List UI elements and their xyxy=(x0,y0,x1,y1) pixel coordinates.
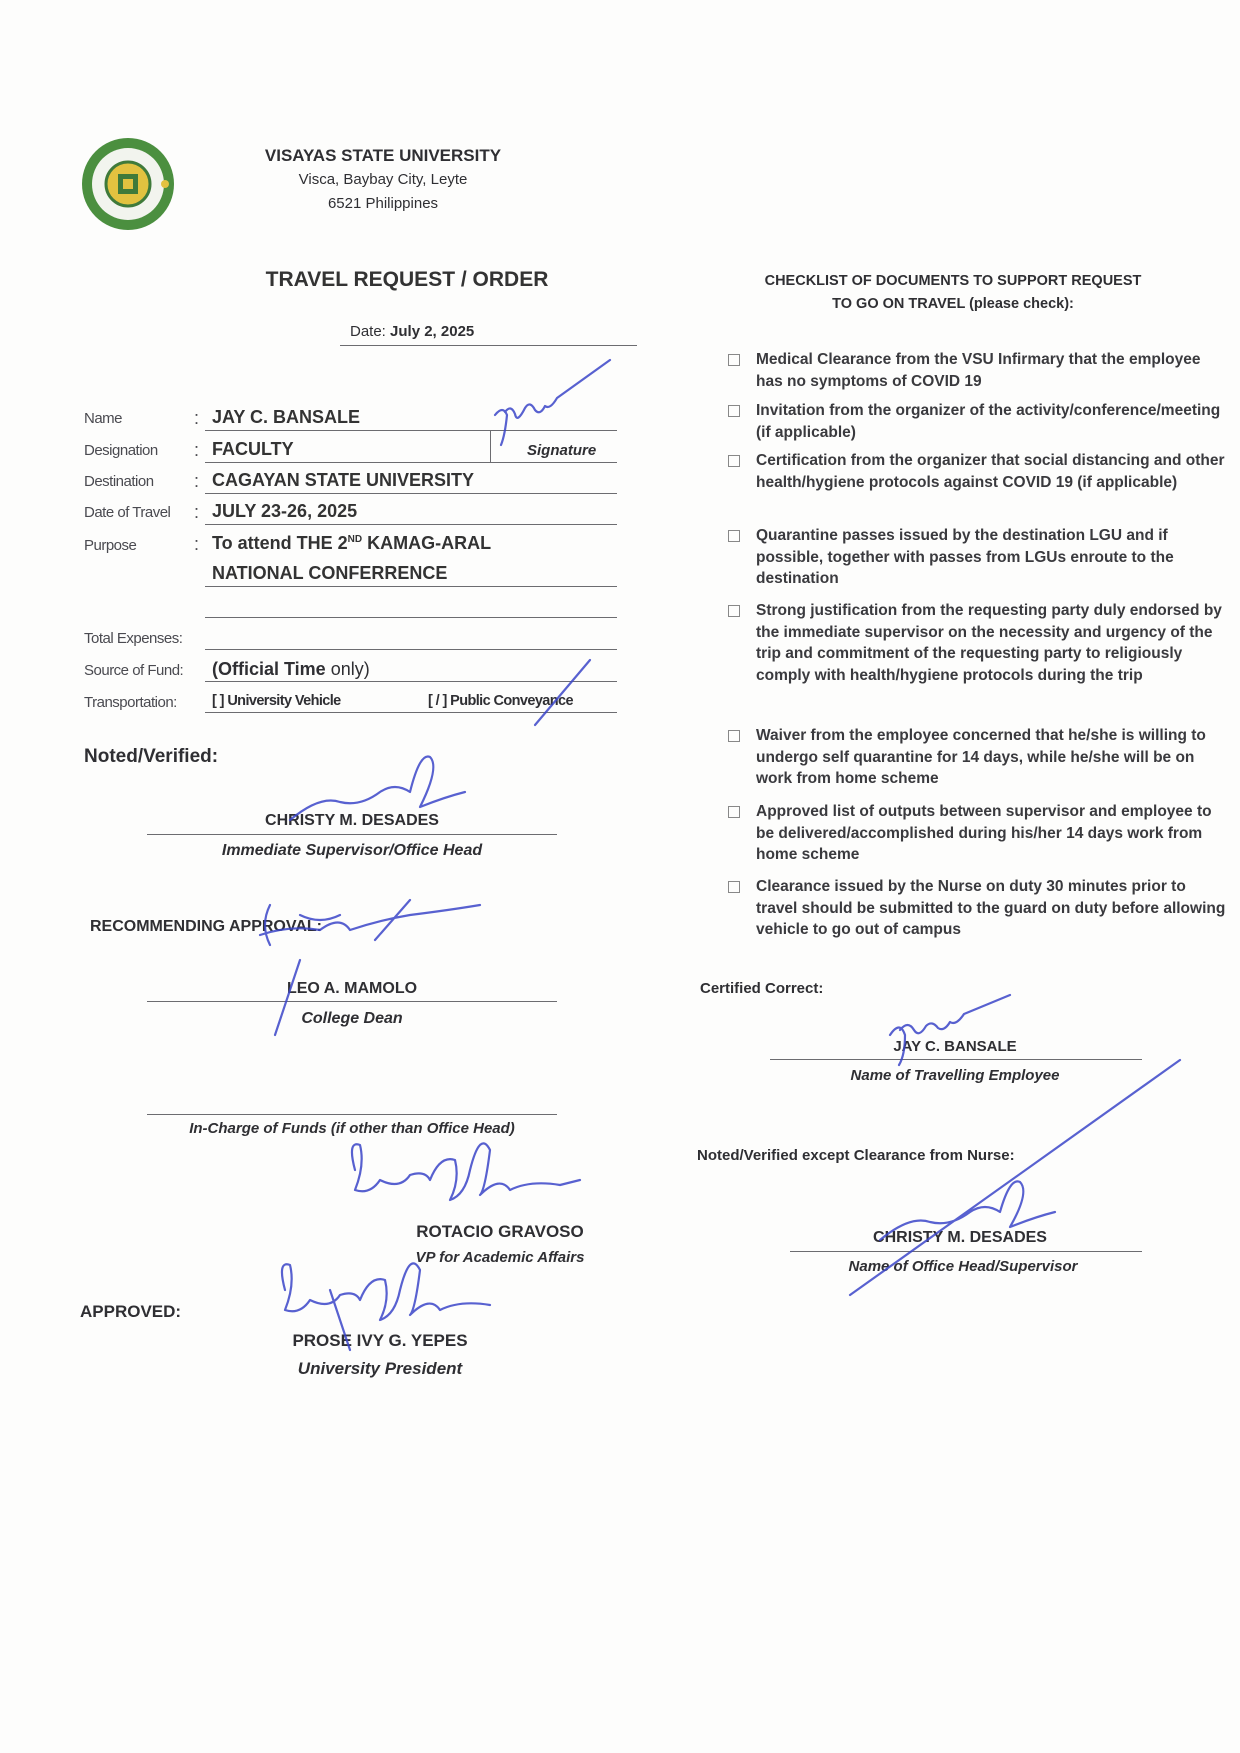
vp-name: ROTACIO GRAVOSO xyxy=(416,1222,584,1241)
colon: : xyxy=(194,471,199,491)
vp-title: VP for Academic Affairs xyxy=(415,1249,585,1266)
checkbox[interactable] xyxy=(728,605,740,617)
checkbox[interactable] xyxy=(728,730,740,742)
designation-label: Designation xyxy=(84,442,158,459)
purpose-label: Purpose xyxy=(84,537,137,554)
designation-value[interactable]: FACULTY xyxy=(212,439,294,459)
source-of-fund-value[interactable]: (Official Time only) xyxy=(212,659,370,679)
certified-correct-label: Certified Correct: xyxy=(700,980,824,997)
transport-public-conveyance[interactable]: [ / ] Public Conveyance xyxy=(428,693,573,709)
transport-university-vehicle[interactable]: [ ] University Vehicle xyxy=(212,693,341,709)
checkbox[interactable] xyxy=(728,405,740,417)
date-value[interactable]: July 2, 2025 xyxy=(390,323,475,340)
checkbox[interactable] xyxy=(728,881,740,893)
address-line-1: Visca, Baybay City, Leyte xyxy=(298,171,468,188)
checkbox[interactable] xyxy=(728,530,740,542)
noted-except-nurse-label: Noted/Verified except Clearance from Nurse: xyxy=(697,1147,1015,1164)
name-label: Name xyxy=(84,410,123,427)
total-expenses-label: Total Expenses: xyxy=(84,630,183,647)
funds-incharge-title: In-Charge of Funds (if other than Office Head) xyxy=(189,1120,515,1137)
date-field xyxy=(350,323,474,340)
colon: : xyxy=(194,502,199,522)
checklist-title-line1: CHECKLIST OF DOCUMENTS TO SUPPORT REQUEST xyxy=(764,273,1142,289)
employee-name: JAY C. BANSALE xyxy=(893,1038,1017,1055)
checkbox[interactable] xyxy=(728,354,740,366)
source-of-fund-label: Source of Fund: xyxy=(84,662,184,679)
dean-title: College Dean xyxy=(301,1010,403,1027)
purpose-value-line2[interactable]: NATIONAL CONFERRENCE xyxy=(212,563,448,583)
university-name: VISAYAS STATE UNIVERSITY xyxy=(264,146,502,165)
signature-divider xyxy=(490,430,491,462)
checkbox[interactable] xyxy=(728,455,740,467)
destination-label: Destination xyxy=(84,473,154,490)
checklist-title-line2: TO GO ON TRAVEL (please check): xyxy=(832,296,1074,312)
supervisor-title: Immediate Supervisor/Office Head xyxy=(221,842,483,859)
supervisor-name: CHRISTY M. DESADES xyxy=(265,812,439,829)
form-title: TRAVEL REQUEST / ORDER xyxy=(265,268,549,291)
travel-request-document: VISAYAS STATE UNIVERSITY Visca, Baybay City, Leyte 6521 Philippines TRAVEL REQUEST / ORDER Date: July 2, 2025 Name : JAY C. BANSALE Designation : FACULTY Signature Destination : CAGAYAN STATE UNIVERSITY Date of Travel : JULY 23-26, 2025 Purpose : To attend THE 2ND KAMAG-ARAL NATIONAL CONFERRENCE Total Expenses: Source of Fund: (Official Time only) Transportation: [ ] University Vehicle [ / ] Public Conveyance Noted/Verified: CHRISTY M. DESADES Immediate Supervisor/Office Head RECOMMENDING APPROVAL: LEO A. MAMOLO College Dean In-Charge of Funds (if other than Office Head) ROTACIO GRAVOSO VP for Academic Affairs APPROVED: PROSE IVY G. YEPES University President CHECKLIST OF DOCUMENTS TO SUPPORT REQUEST TO GO ON TRAVEL (please check): Medical Clearance from the VSU Infirmary that the employee has no symptoms of COVID 19 Invitation from the organizer of the activity/conference/meeting (if applicable) Certification from the organizer that social distancing and other health/hygiene protocols against COVID 19 (if applicable) Quarantine passes issued by the destination LGU and if possible, together with passes from LGUs enroute to the destination Strong justification from the requesting party duly endorsed by the immediate supervisor on the necessity and urgency of the trip and commitment of the requesting party to religiously comply with health/hygiene protocols during the trip Waiver from the employee concerned that he/she is willing to undergo self quarantine for 14 days, while he/she will be on work from home scheme Approved list of outputs between supervisor and employee to be delivered/accomplished during his/her 14 days work from home scheme Clearance issued by the Nurse on duty 30 minutes prior to travel should be submitted to the guard on duty before allowing vehicle to go out of campus Certified Correct: JAY C. BANSALE Name of Travelling Employee Noted/Verified except Clearance from Nurse: CHRISTY M. DESADES Name of Office Head/Supervisor xyxy=(0,0,1240,1753)
date-label: Date: xyxy=(350,323,386,340)
president-title: University President xyxy=(297,1359,463,1378)
recommending-approval-label: RECOMMENDING APPROVAL: xyxy=(90,918,322,935)
office-head-name: CHRISTY M. DESADES xyxy=(873,1229,1047,1246)
president-name: PROSE IVY G. YEPES xyxy=(292,1331,468,1350)
university-seal-icon xyxy=(80,136,176,232)
address-line-2: 6521 Philippines xyxy=(327,195,439,212)
approved-label: APPROVED: xyxy=(80,1302,182,1321)
signature-label: Signature xyxy=(527,442,597,459)
date-of-travel-value[interactable]: JULY 23-26, 2025 xyxy=(212,501,358,521)
name-value[interactable]: JAY C. BANSALE xyxy=(212,407,361,427)
purpose-value[interactable]: To attend THE 2ND KAMAG-ARAL xyxy=(212,533,492,553)
noted-verified-label: Noted/Verified: xyxy=(84,746,219,767)
dean-name: LEO A. MAMOLO xyxy=(286,980,418,997)
transportation-label: Transportation: xyxy=(84,694,177,711)
colon: : xyxy=(194,440,199,460)
colon: : xyxy=(194,408,199,428)
office-head-title: Name of Office Head/Supervisor xyxy=(848,1258,1078,1275)
employee-title: Name of Travelling Employee xyxy=(850,1067,1060,1084)
checkbox[interactable] xyxy=(728,806,740,818)
colon: : xyxy=(194,534,199,554)
destination-value[interactable]: CAGAYAN STATE UNIVERSITY xyxy=(212,470,475,490)
date-of-travel-label: Date of Travel xyxy=(84,504,171,521)
